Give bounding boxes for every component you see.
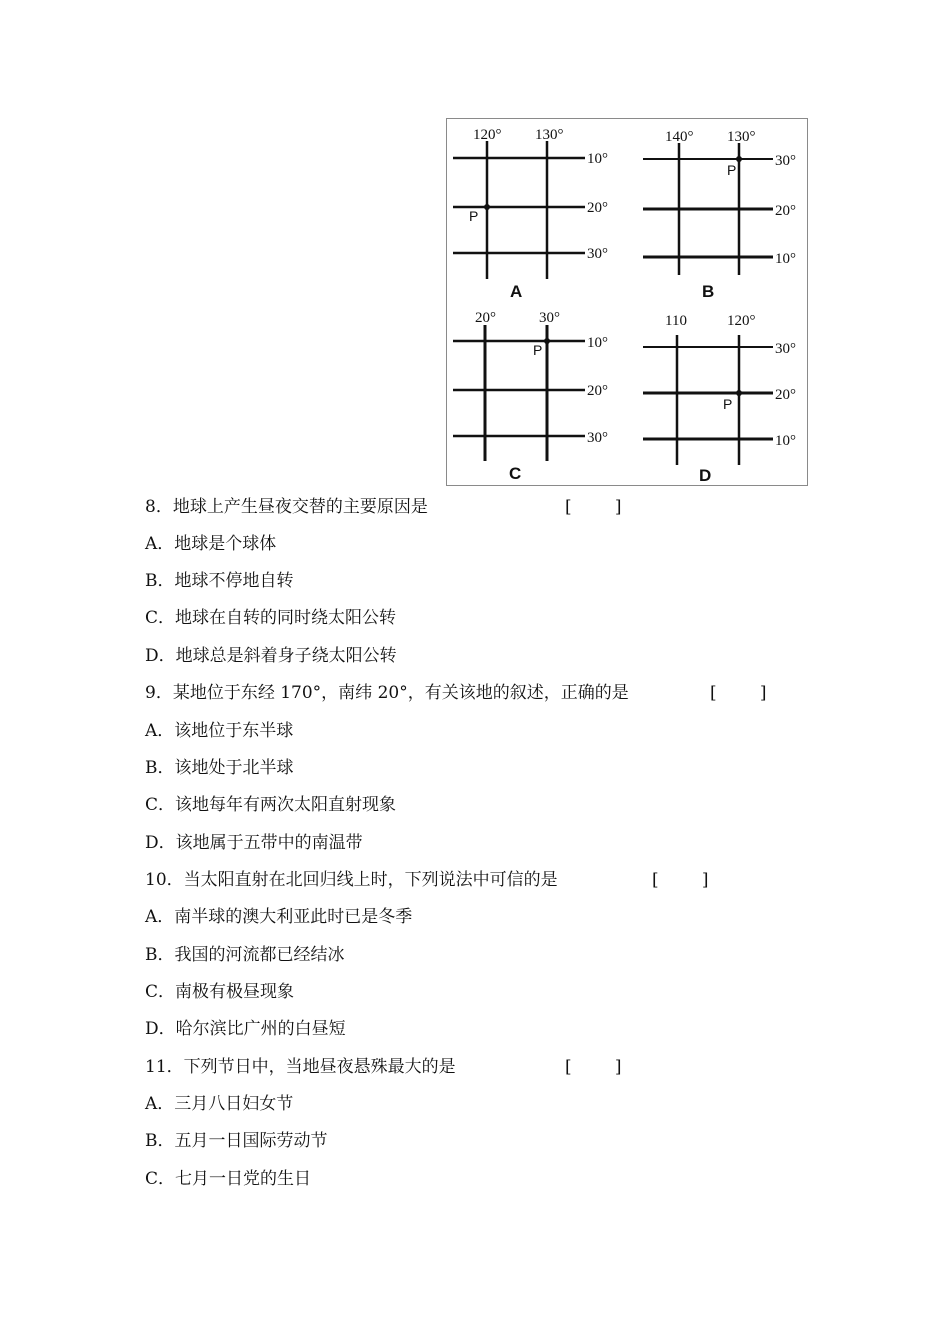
panel-a	[453, 127, 608, 301]
panel-b-lon-label-1: 140°	[665, 129, 694, 145]
question-9-stem: 9．某地位于东经 170°，南纬 20°，有关该地的叙述，正确的是	[145, 683, 629, 703]
grid-diagrams	[447, 119, 809, 487]
question-8-option-d[interactable]: D．地球总是斜着身子绕太阳公转	[145, 646, 397, 666]
question-11-option-a[interactable]: A．三月八日妇女节	[145, 1094, 294, 1114]
panel-a-lon-label-1: 120°	[473, 127, 502, 143]
panel-a-lat-label-2: 20°	[587, 200, 608, 216]
question-10-answer-bracket[interactable]: [ ]	[652, 870, 709, 890]
panel-c-caption: C	[509, 464, 522, 483]
panel-a-lat-label-3: 30°	[587, 246, 608, 262]
question-9-answer-bracket[interactable]: [ ]	[710, 683, 767, 703]
panel-c-lon-label-1: 20°	[475, 310, 496, 326]
question-10-stem: 10．当太阳直射在北回归线上时，下列说法中可信的是	[145, 870, 558, 890]
panel-d-lat-label-1: 30°	[775, 341, 796, 357]
question-10-option-c[interactable]: C．南极有极昼现象	[145, 982, 295, 1002]
panel-a-point-label: P	[469, 208, 479, 224]
question-9-option-c[interactable]: C．该地每年有两次太阳直射现象	[145, 795, 397, 815]
panel-d-lon-label-1: 110	[665, 313, 687, 329]
question-8-option-c[interactable]: C．地球在自转的同时绕太阳公转	[145, 608, 397, 628]
panel-d-lat-label-3: 10°	[775, 433, 796, 449]
panel-b-point-label: P	[727, 162, 737, 178]
question-8-answer-bracket[interactable]: [ ]	[565, 497, 622, 517]
question-11-option-c[interactable]: C．七月一日党的生日	[145, 1169, 312, 1189]
panel-c	[453, 310, 608, 483]
panel-d-caption: D	[699, 466, 712, 485]
question-9-option-a[interactable]: A．该地位于东半球	[145, 721, 294, 741]
panel-d-lon-label-2: 120°	[727, 313, 756, 329]
latitude-longitude-figure	[446, 118, 808, 486]
question-11-option-b[interactable]: B．五月一日国际劳动节	[145, 1131, 328, 1151]
panel-a-lon-label-2: 130°	[535, 127, 564, 143]
panel-a-lat-label-1: 10°	[587, 151, 608, 167]
panel-a-caption: A	[510, 282, 523, 301]
question-11-stem: 11．下列节日中，当地昼夜悬殊最大的是	[145, 1057, 456, 1077]
question-10-option-a[interactable]: A．南半球的澳大利亚此时已是冬季	[145, 907, 413, 927]
question-9-option-b[interactable]: B．该地处于北半球	[145, 758, 294, 778]
panel-d-lat-label-2: 20°	[775, 387, 796, 403]
panel-c-lat-label-2: 20°	[587, 383, 608, 399]
panel-c-lat-label-3: 30°	[587, 430, 608, 446]
panel-b-lat-label-1: 30°	[775, 153, 796, 169]
panel-c-point-label: P	[533, 342, 543, 358]
question-8-stem: 8．地球上产生昼夜交替的主要原因是	[145, 497, 428, 517]
panel-b-lon-label-2: 130°	[727, 129, 756, 145]
question-10-option-b[interactable]: B．我国的河流都已经结冰	[145, 945, 345, 965]
question-8-option-a[interactable]: A．地球是个球体	[145, 534, 277, 554]
panel-b-lat-label-3: 10°	[775, 251, 796, 267]
question-9-option-d[interactable]: D．该地属于五带中的南温带	[145, 833, 363, 853]
panel-b-lat-label-2: 20°	[775, 203, 796, 219]
question-11-answer-bracket[interactable]: [ ]	[565, 1057, 622, 1077]
panel-d-point-label: P	[723, 396, 733, 412]
question-10-option-d[interactable]: D．哈尔滨比广州的白昼短	[145, 1019, 346, 1039]
panel-c-lat-label-1: 10°	[587, 335, 608, 351]
panel-c-lon-label-2: 30°	[539, 310, 560, 326]
panel-b-caption: B	[702, 282, 715, 301]
panel-d	[643, 313, 796, 485]
panel-b	[643, 129, 796, 301]
question-8-option-b[interactable]: B．地球不停地自转	[145, 571, 294, 591]
